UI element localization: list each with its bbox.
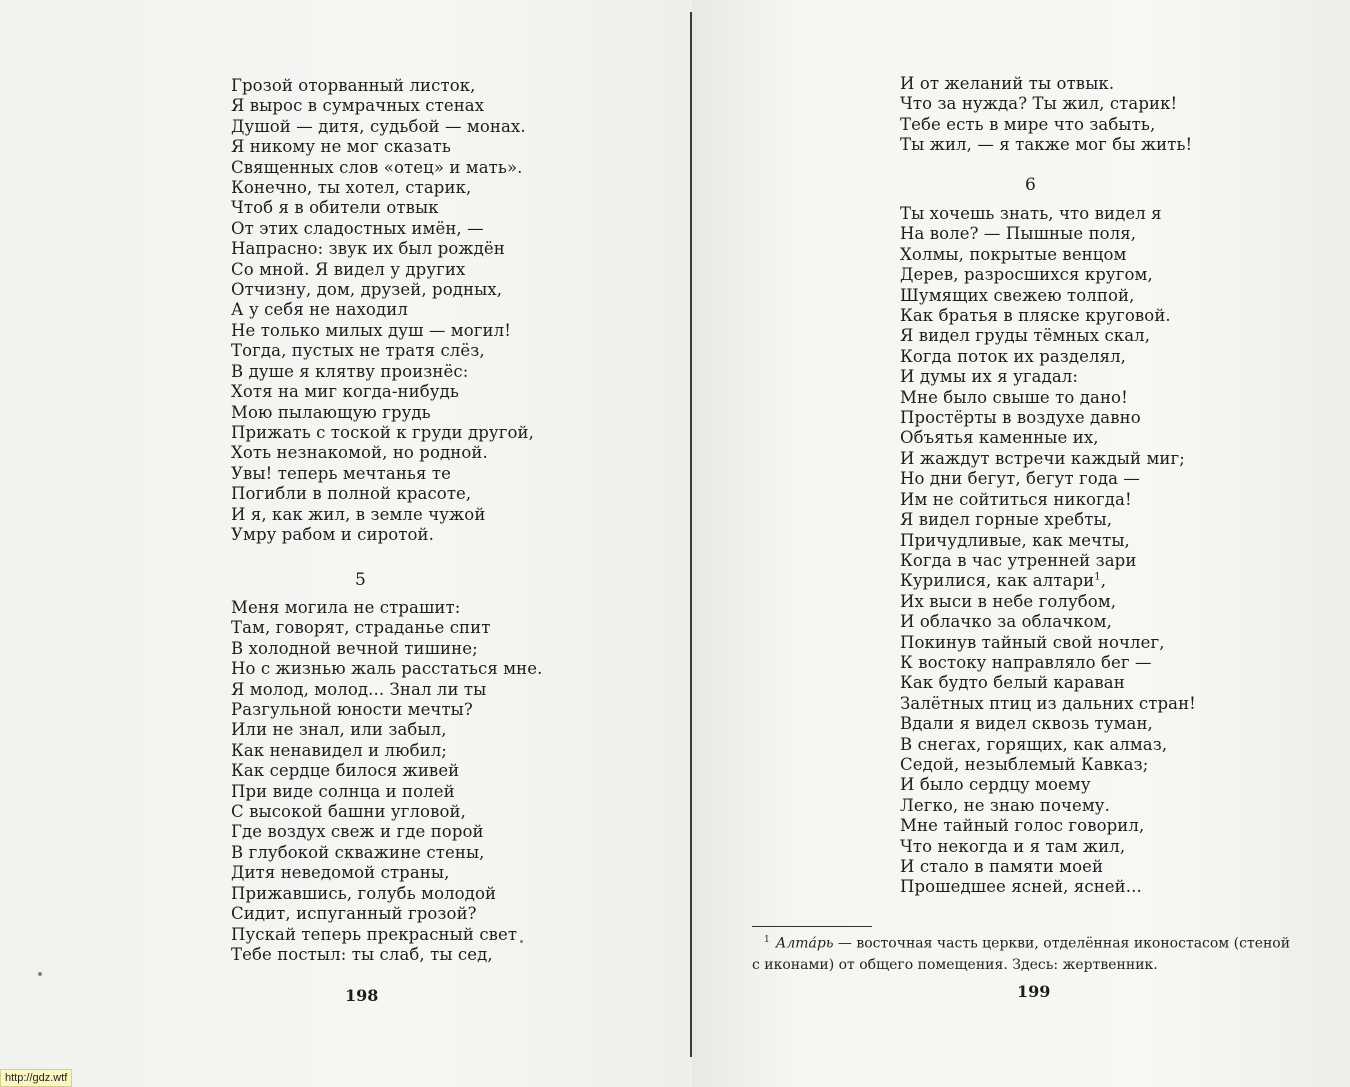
- poem-line: Хотя на миг когда-нибудь: [231, 382, 459, 402]
- poem-line: Холмы, покрытые венцом: [900, 244, 1127, 264]
- poem-line: Чтоб я в обители отвык: [231, 198, 439, 218]
- poem-line: Я видел горные хребты,: [900, 510, 1113, 530]
- poem-line: И было сердцу моему: [900, 775, 1091, 795]
- poem-line: Конечно, ты хотел, старик,: [231, 178, 472, 198]
- poem-line: Прижавшись, голубь молодой: [231, 883, 497, 903]
- poem-line-with-footnote: [900, 571, 1196, 591]
- poem-line: Седой, незыблемый Кавказ;: [900, 754, 1149, 774]
- poem-line: Пускай теперь прекрасный свет: [231, 924, 518, 944]
- poem-line: Вдали я видел сквозь туман,: [900, 714, 1153, 734]
- poem-line: Простёрты в воздухе давно: [900, 408, 1141, 428]
- left-section-5: [231, 598, 542, 965]
- poem-line: При виде солнца и полей: [231, 781, 455, 801]
- right-stanza: [900, 74, 1192, 156]
- poem-line: Не только милых душ — могил!: [231, 320, 511, 340]
- poem-line: К востоку направляло бег —: [900, 652, 1152, 672]
- footnote-text-line2: с иконами) от общего помещения. Здесь: жертвенник.: [752, 956, 1158, 973]
- poem-line: Когда поток их разделял,: [900, 346, 1127, 366]
- footnote-term: Алта́рь: [775, 935, 834, 952]
- paper-speck: [38, 972, 42, 976]
- poem-line: Тебе постыл: ты слаб, ты сед,: [231, 944, 493, 964]
- poem-line: Я никому не мог сказать: [231, 137, 451, 157]
- poem-line: Их выси в небе голубом,: [900, 591, 1117, 611]
- page-number-right: 199: [1017, 982, 1051, 1001]
- poem-line: Напрасно: звук их был рождён: [231, 239, 505, 259]
- poem-line: Отчизну, дом, друзей, родных,: [231, 280, 503, 300]
- poem-line: Покинув тайный свой ночлег,: [900, 632, 1165, 652]
- poem-line: Хоть незнакомой, но родной.: [231, 443, 488, 463]
- poem-line: Ты хочешь знать, что видел я: [900, 204, 1162, 223]
- footnote-rule: [752, 926, 872, 927]
- poem-line: Священных слов «отец» и мать».: [231, 157, 523, 177]
- poem-line: Где воздух свеж и где порой: [231, 822, 484, 842]
- poem-line: Я молод, молод... Знал ли ты: [231, 679, 487, 699]
- poem-line-text: Курилися, как алтари: [900, 571, 1095, 591]
- poem-line: И думы их я угадал:: [900, 367, 1079, 387]
- poem-line: В душе я клятву произнёс:: [231, 361, 469, 381]
- poem-line: Как сердце билося живей: [231, 761, 460, 781]
- poem-line: Но с жизнью жаль расстаться мне.: [231, 659, 543, 679]
- poem-line: Когда в час утренней зари: [900, 550, 1137, 570]
- poem-line: Грозой оторванный листок,: [231, 76, 476, 95]
- poem-line: И стало в памяти моей: [900, 857, 1104, 876]
- footnote-reference[interactable]: 1: [1094, 571, 1101, 583]
- poem-line: Как ненавидел и любил;: [231, 740, 447, 760]
- poem-line: Разгульной юности мечты?: [231, 700, 473, 720]
- poem-line: Дерев, разросшихся кругом,: [900, 265, 1153, 285]
- right-section-6: [900, 204, 1196, 898]
- poem-line: Что некогда и я там жил,: [900, 836, 1126, 856]
- poem-line: Увы! теперь мечтанья те: [231, 463, 451, 483]
- paper-speck: [520, 940, 523, 943]
- poem-line: А у себя не находил: [231, 300, 408, 320]
- poem-line: В глубокой скважине стены,: [231, 842, 485, 862]
- poem-line: На воле? — Пышные поля,: [900, 224, 1137, 244]
- poem-line: Прижать с тоской к груди другой,: [231, 422, 534, 442]
- footnote-mark: 1: [764, 935, 770, 945]
- poem-line: И облачко за облачком,: [900, 612, 1112, 632]
- poem-line: Я видел груды тёмных скал,: [900, 326, 1151, 346]
- poem-line: И жаждут встречи каждый миг;: [900, 448, 1185, 468]
- poem-line: Мою пылающую грудь: [231, 402, 431, 422]
- poem-line: Погибли в полной красоте,: [231, 484, 472, 504]
- poem-line: От этих сладостных имён, —: [231, 218, 484, 238]
- left-stanza: [231, 76, 534, 545]
- poem-line: Тебе есть в мире что забыть,: [900, 114, 1156, 134]
- watermark-link[interactable]: http://gdz.wtf: [0, 1069, 72, 1087]
- poem-line: И я, как жил, в земле чужой: [231, 504, 486, 524]
- footnote: [752, 930, 1322, 976]
- poem-line: Причудливые, как мечты,: [900, 530, 1130, 550]
- poem-line: Что за нужда? Ты жил, старик!: [900, 94, 1178, 114]
- section-number-5: 5: [355, 570, 366, 590]
- poem-line: В холодной вечной тишине;: [231, 638, 478, 658]
- page-number-left: 198: [345, 986, 379, 1005]
- poem-line: Меня могила не страшит:: [231, 598, 461, 617]
- poem-line: Сидит, испуганный грозой?: [231, 904, 477, 924]
- poem-line: Ты жил, — я также мог бы жить!: [900, 135, 1193, 155]
- poem-line: Легко, не знаю почему.: [900, 795, 1110, 815]
- poem-line: Со мной. Я видел у других: [231, 259, 466, 279]
- poem-line: Там, говорят, страданье спит: [231, 618, 491, 638]
- poem-line: С высокой башни угловой,: [231, 802, 466, 822]
- poem-line: Мне тайный голос говорил,: [900, 816, 1145, 836]
- poem-line: Мне было свыше то дано!: [900, 387, 1128, 407]
- poem-line: Умру рабом и сиротой.: [231, 524, 435, 544]
- poem-line: Душой — дитя, судьбой — монах.: [231, 116, 526, 136]
- section-number-6: 6: [1025, 175, 1036, 195]
- poem-line: Как братья в пляске круговой.: [900, 306, 1171, 326]
- poem-line: Объятья каменные их,: [900, 428, 1099, 448]
- poem-line: Но дни бегут, бегут года —: [900, 469, 1140, 489]
- right-page: [692, 0, 1350, 1087]
- poem-line: В снегах, горящих, как алмаз,: [900, 734, 1168, 754]
- poem-line: Прошедшее ясней, ясней...: [900, 877, 1142, 897]
- poem-line: Шумящих свежею толпой,: [900, 285, 1135, 305]
- poem-line: Я вырос в сумрачных стенах: [231, 96, 485, 116]
- poem-line: Или не знал, или забыл,: [231, 720, 447, 740]
- poem-line: Им не сойтиться никогда!: [900, 489, 1132, 509]
- poem-line: Залётных птиц из дальних стран!: [900, 693, 1196, 713]
- poem-line-punctuation: ,: [1100, 571, 1107, 591]
- poem-line: И от желаний ты отвык.: [900, 74, 1115, 93]
- poem-line: Как будто белый караван: [900, 673, 1125, 693]
- poem-line: Дитя неведомой страны,: [231, 863, 450, 883]
- poem-line: Тогда, пустых не тратя слёз,: [231, 341, 485, 361]
- footnote-text-line1: — восточная часть церкви, отделённая иконостасом (стеной: [833, 935, 1291, 952]
